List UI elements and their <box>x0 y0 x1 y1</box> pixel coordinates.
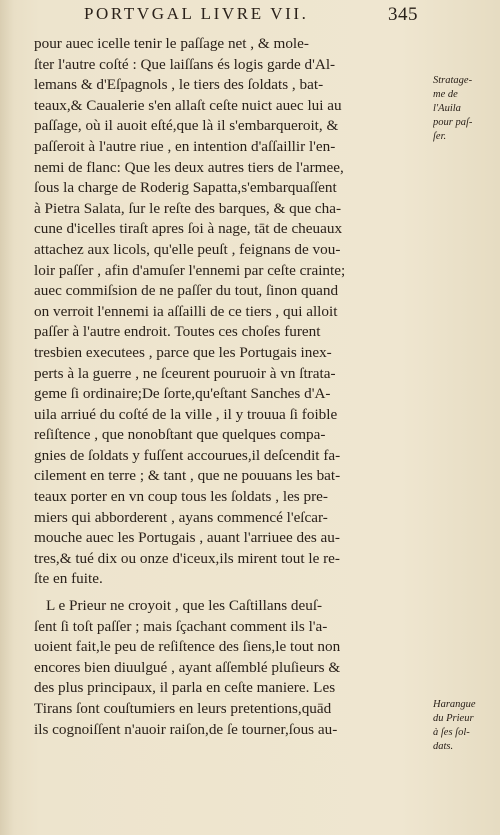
text-line: on verroit l'ennemi ia aſſailli de ce tiers , qui alloit <box>34 302 338 320</box>
text-line: paſſage, où il auoit eſté,que là il s'embarqueroit, & <box>34 117 339 135</box>
text-line: tres,& tué dix ou onze d'iceux,ils mirent tout le re- <box>34 549 340 567</box>
text-line: tresbien executees , parce que les Portugais inex- <box>34 343 332 361</box>
text-line: uoient fait,le peu de reſiſtence des ſiens,le tout non <box>34 638 341 656</box>
margin-note-stratageme <box>433 74 499 144</box>
text-line: ſent ſi toſt paſſer ; mais ſçachant comment ils l'a- <box>34 617 328 635</box>
text-line: gnies de ſoldats y fuſſent accourues,il deſcendit fa- <box>34 446 341 464</box>
text-line: perts à la guerre , ne ſceurent pouruoir à vn ſtrata- <box>34 364 336 382</box>
text-line: Tirans ſont couſtumiers en leurs pretentions,quād <box>34 700 332 717</box>
text-line: paſſeroit à l'autre riue , en intention d'aſſaillir l'en- <box>34 137 336 155</box>
margin-note-line: Stratage- <box>433 75 473 86</box>
text-line: attachez aux licols, qu'elle peuſt , feignans de vou- <box>34 240 341 258</box>
margin-note-line: à ſes ſol- <box>433 727 470 738</box>
text-line: cune d'icelles tiraſt apres ſoi à nage, tāt de cheuaux <box>34 220 343 238</box>
text-line: teaux porter en vn coup tous les ſoldats , les pre- <box>34 488 328 506</box>
text-line: ſte en fuite. <box>34 570 103 588</box>
text-line: auec commiſsion de ne paſſer du tout, ſinon quand <box>34 282 339 300</box>
margin-note-line: ſer. <box>433 131 447 142</box>
text-line: mouche auec les Portugais , auant l'arriuee des au- <box>34 529 340 547</box>
text-line: miers qui abborderent , ayans commencé l'eſcar- <box>34 508 328 526</box>
text-line: ils cognoiſſent n'auoir raiſon,de ſe tourner,ſous au- <box>34 720 338 738</box>
main-text <box>34 34 422 740</box>
running-title: PORTVGAL LIVRE VII. <box>84 4 309 23</box>
margin-note-line: l'Auila <box>433 103 461 114</box>
text-line: geme ſi ordinaire;De ſorte,qu'eſtant Sanches d'A- <box>34 385 331 403</box>
text-line: pour auec icelle tenir le paſſage net , & mole- <box>34 35 309 52</box>
page-number: 345 <box>388 4 418 25</box>
text-line: encores bien diuulgué , ayant aſſemblé pluſieurs & <box>34 658 341 676</box>
text-line: à Pietra Salata, ſur le reſte des barques, & que cha- <box>34 199 341 217</box>
text-line: lemans & d'Eſpagnols , le tiers des ſoldats , bat- <box>34 76 324 94</box>
text-line: cilement en terre ; & tant , que ne pouuans les bat- <box>34 467 341 485</box>
margin-note-line: Harangue <box>433 699 476 710</box>
page-header <box>84 4 416 30</box>
text-line: uila arriué du coſté de la ville , il y trouua ſi foible <box>34 405 338 423</box>
text-line: loir paſſer , afin d'amuſer l'ennemi par ceſte crainte; <box>34 261 346 279</box>
text-line: nemi de flanc: Que les deux autres tiers de l'armee, <box>34 158 344 176</box>
margin-note-line: pour paſ- <box>433 117 473 128</box>
margin-note-line: du Prieur <box>433 713 474 724</box>
text-line: des plus principaux, il parla en ceſte maniere. Les <box>34 679 336 697</box>
margin-note-line: dats. <box>433 741 454 752</box>
text-line: paſſer à l'autre endroit. Toutes ces choſes furent <box>34 323 321 341</box>
text-line: teaux,& Caualerie s'en allaſt ceſte nuict auec lui au <box>34 96 342 114</box>
margin-note-line: me de <box>433 89 458 100</box>
text-line: reſiſtence , que nonobſtant que quelques compa- <box>34 426 326 444</box>
text-line: L e Prieur ne croyoit , que les Caſtillans deuſ- <box>46 597 323 615</box>
text-line: ſter l'autre coſté : Que laiſſans és logis garde d'Al- <box>34 55 336 73</box>
text-line: ſous la charge de Roderig Sapatta,s'embarquaſſent <box>34 179 337 197</box>
margin-note-harangue <box>433 698 499 754</box>
